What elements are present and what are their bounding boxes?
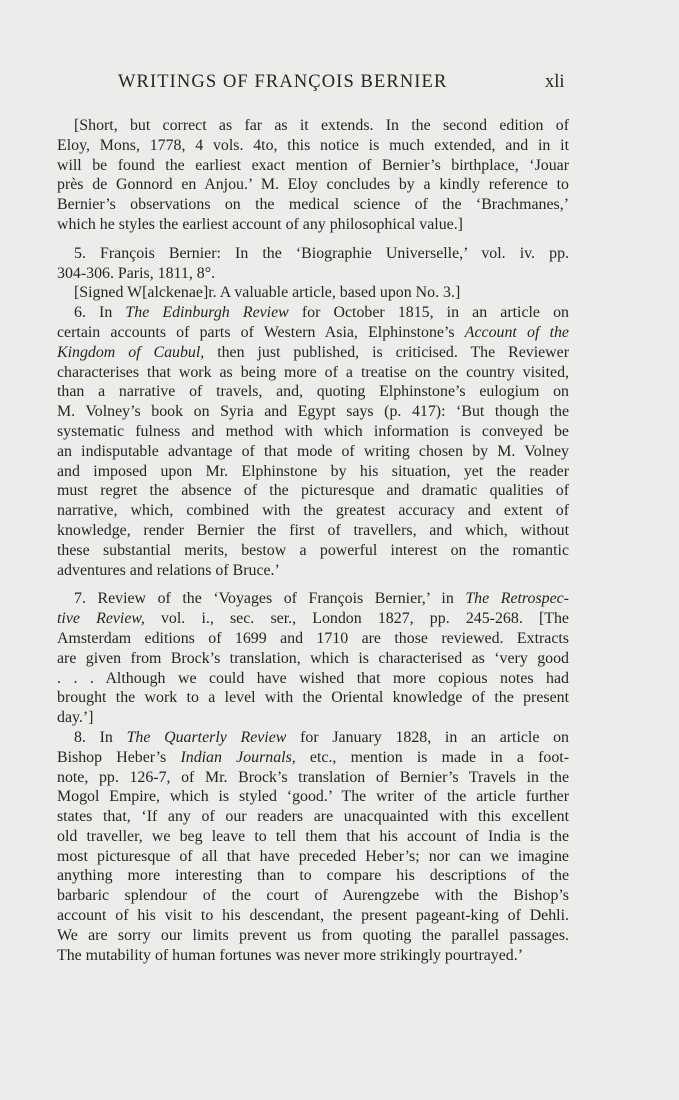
text-line: account of his visit to his descendant, the present pageant-king of Dehli. bbox=[57, 907, 569, 925]
text-line: characterises that work as being more of a treatise on the country visited, bbox=[57, 363, 569, 381]
journal-title: The Edinburgh Review bbox=[125, 304, 289, 322]
text-line: day.’] bbox=[57, 709, 94, 727]
text-line: certain accounts of parts of Western Asia, Elphinstone’s Account of the bbox=[57, 323, 569, 341]
text-line: Kingdom of Caubul, then just published, is criticised. The Reviewer bbox=[57, 343, 569, 361]
text-line: 8. In The Quarterly Review for January 1828, in an article on bbox=[74, 728, 569, 746]
text-line: narrative, which, combined with the greatest accuracy and extent of bbox=[57, 502, 569, 520]
text-line: these substantial merits, bestow a powerful interest on the romantic bbox=[57, 541, 569, 559]
text-line: must regret the absence of the picturesque and dramatic qualities of bbox=[57, 482, 569, 500]
book-title: Kingdom of Caubul, bbox=[57, 343, 205, 361]
text-line: Eloy, Mons, 1778, 4 vols. 4to, this notice is much extended, and in it bbox=[57, 136, 569, 154]
text-line: note, pp. 126-7, of Mr. Brock’s translation of Bernier’s Travels in the bbox=[57, 768, 569, 786]
text-line: tive Review, vol. i., sec. ser., London 1827, pp. 245-268. [The bbox=[57, 610, 569, 628]
text-line: M. Volney’s book on Syria and Egypt says (p. 417): ‘But though the bbox=[57, 403, 569, 421]
book-title: Account of the bbox=[464, 323, 569, 341]
text-line: Mogol Empire, which is styled ‘good.’ The writer of the article further bbox=[57, 788, 569, 806]
text-line: barbaric splendour of the court of Aurengzebe with the Bishop’s bbox=[57, 887, 569, 905]
text-line: près de Gonnord en Anjou.’ M. Eloy concludes by a kindly reference to bbox=[57, 176, 569, 194]
running-title: WRITINGS OF FRANÇOIS BERNIER bbox=[118, 72, 448, 92]
paragraph-entry-8 bbox=[57, 728, 569, 966]
text-line: an indisputable advantage of that mode of writing chosen by M. Volney bbox=[57, 442, 569, 460]
book-title: Indian Journals, bbox=[180, 748, 296, 766]
paragraph-entry-5 bbox=[57, 244, 569, 284]
text-line: 7. Review of the ‘Voyages of François Bernier,’ in The Retrospec- bbox=[74, 590, 569, 608]
text-line: [Signed W[alckenae]r. A valuable article, based upon No. 3.] bbox=[74, 284, 461, 302]
journal-title: The Quarterly Review bbox=[126, 728, 287, 746]
text-line: anything more interesting than to compare his descriptions of the bbox=[57, 867, 569, 885]
text-line: adventures and relations of Bruce.’ bbox=[57, 561, 280, 579]
text-line: than a narrative of travels, and, quoting Elphinstone’s eulogium on bbox=[57, 383, 569, 401]
journal-title: tive Review, bbox=[57, 610, 145, 628]
text-line: We are sorry our limits prevent us from quoting the parallel passages. bbox=[57, 926, 569, 944]
paragraph-entry-7 bbox=[57, 589, 569, 728]
running-header bbox=[0, 72, 679, 98]
text-line: Amsterdam editions of 1699 and 1710 are those reviewed. Extracts bbox=[57, 629, 569, 647]
paragraph-entry-4-note bbox=[57, 116, 569, 235]
body-text bbox=[57, 116, 569, 965]
text-line: brought the work to a level with the Oriental knowledge of the present bbox=[57, 689, 569, 707]
text-line: and imposed upon Mr. Elphinstone by his situation, yet the reader bbox=[57, 462, 569, 480]
text-line: which he styles the earliest account of any philosophical value.] bbox=[57, 215, 463, 233]
text-line: will be found the earliest exact mention of Bernier’s birthplace, ‘Jouar bbox=[57, 156, 569, 174]
text-line: most picturesque of all that have preceded Heber’s; nor can we imagine bbox=[57, 847, 569, 865]
text-line: The mutability of human fortunes was never more strikingly pourtrayed.’ bbox=[57, 946, 524, 964]
text-line: are given from Brock’s translation, which is characterised as ‘very good bbox=[57, 649, 569, 667]
text-line: Bishop Heber’s Indian Journals, etc., mention is made in a foot- bbox=[57, 748, 569, 766]
text-line: 304-306. Paris, 1811, 8°. bbox=[57, 264, 216, 282]
text-line: knowledge, render Bernier the first of travellers, and which, without bbox=[57, 521, 569, 539]
text-line: [Short, but correct as far as it extends. In the second edition of bbox=[74, 117, 569, 134]
text-line: Bernier’s observations on the medical science of the ‘Brachmanes,’ bbox=[57, 196, 569, 214]
text-line: . . . Although we could have wished that more copious notes had bbox=[57, 669, 569, 687]
text-line: systematic fulness and method with which information is conveyed be bbox=[57, 422, 569, 440]
text-line: 6. In The Edinburgh Review for October 1815, in an article on bbox=[74, 304, 569, 322]
paragraph-entry-6 bbox=[57, 303, 569, 580]
text-line: 5. François Bernier: In the ‘Biographie Universelle,’ vol. iv. pp. bbox=[74, 244, 569, 262]
paragraph-entry-5-note bbox=[57, 283, 569, 303]
text-line: old traveller, we beg leave to tell them that his account of India is the bbox=[57, 827, 569, 845]
page-number: xli bbox=[545, 72, 565, 92]
text-line: states that, ‘If any of our readers are unacquainted with this excellent bbox=[57, 808, 569, 826]
journal-title: The Retrospec- bbox=[465, 590, 569, 608]
